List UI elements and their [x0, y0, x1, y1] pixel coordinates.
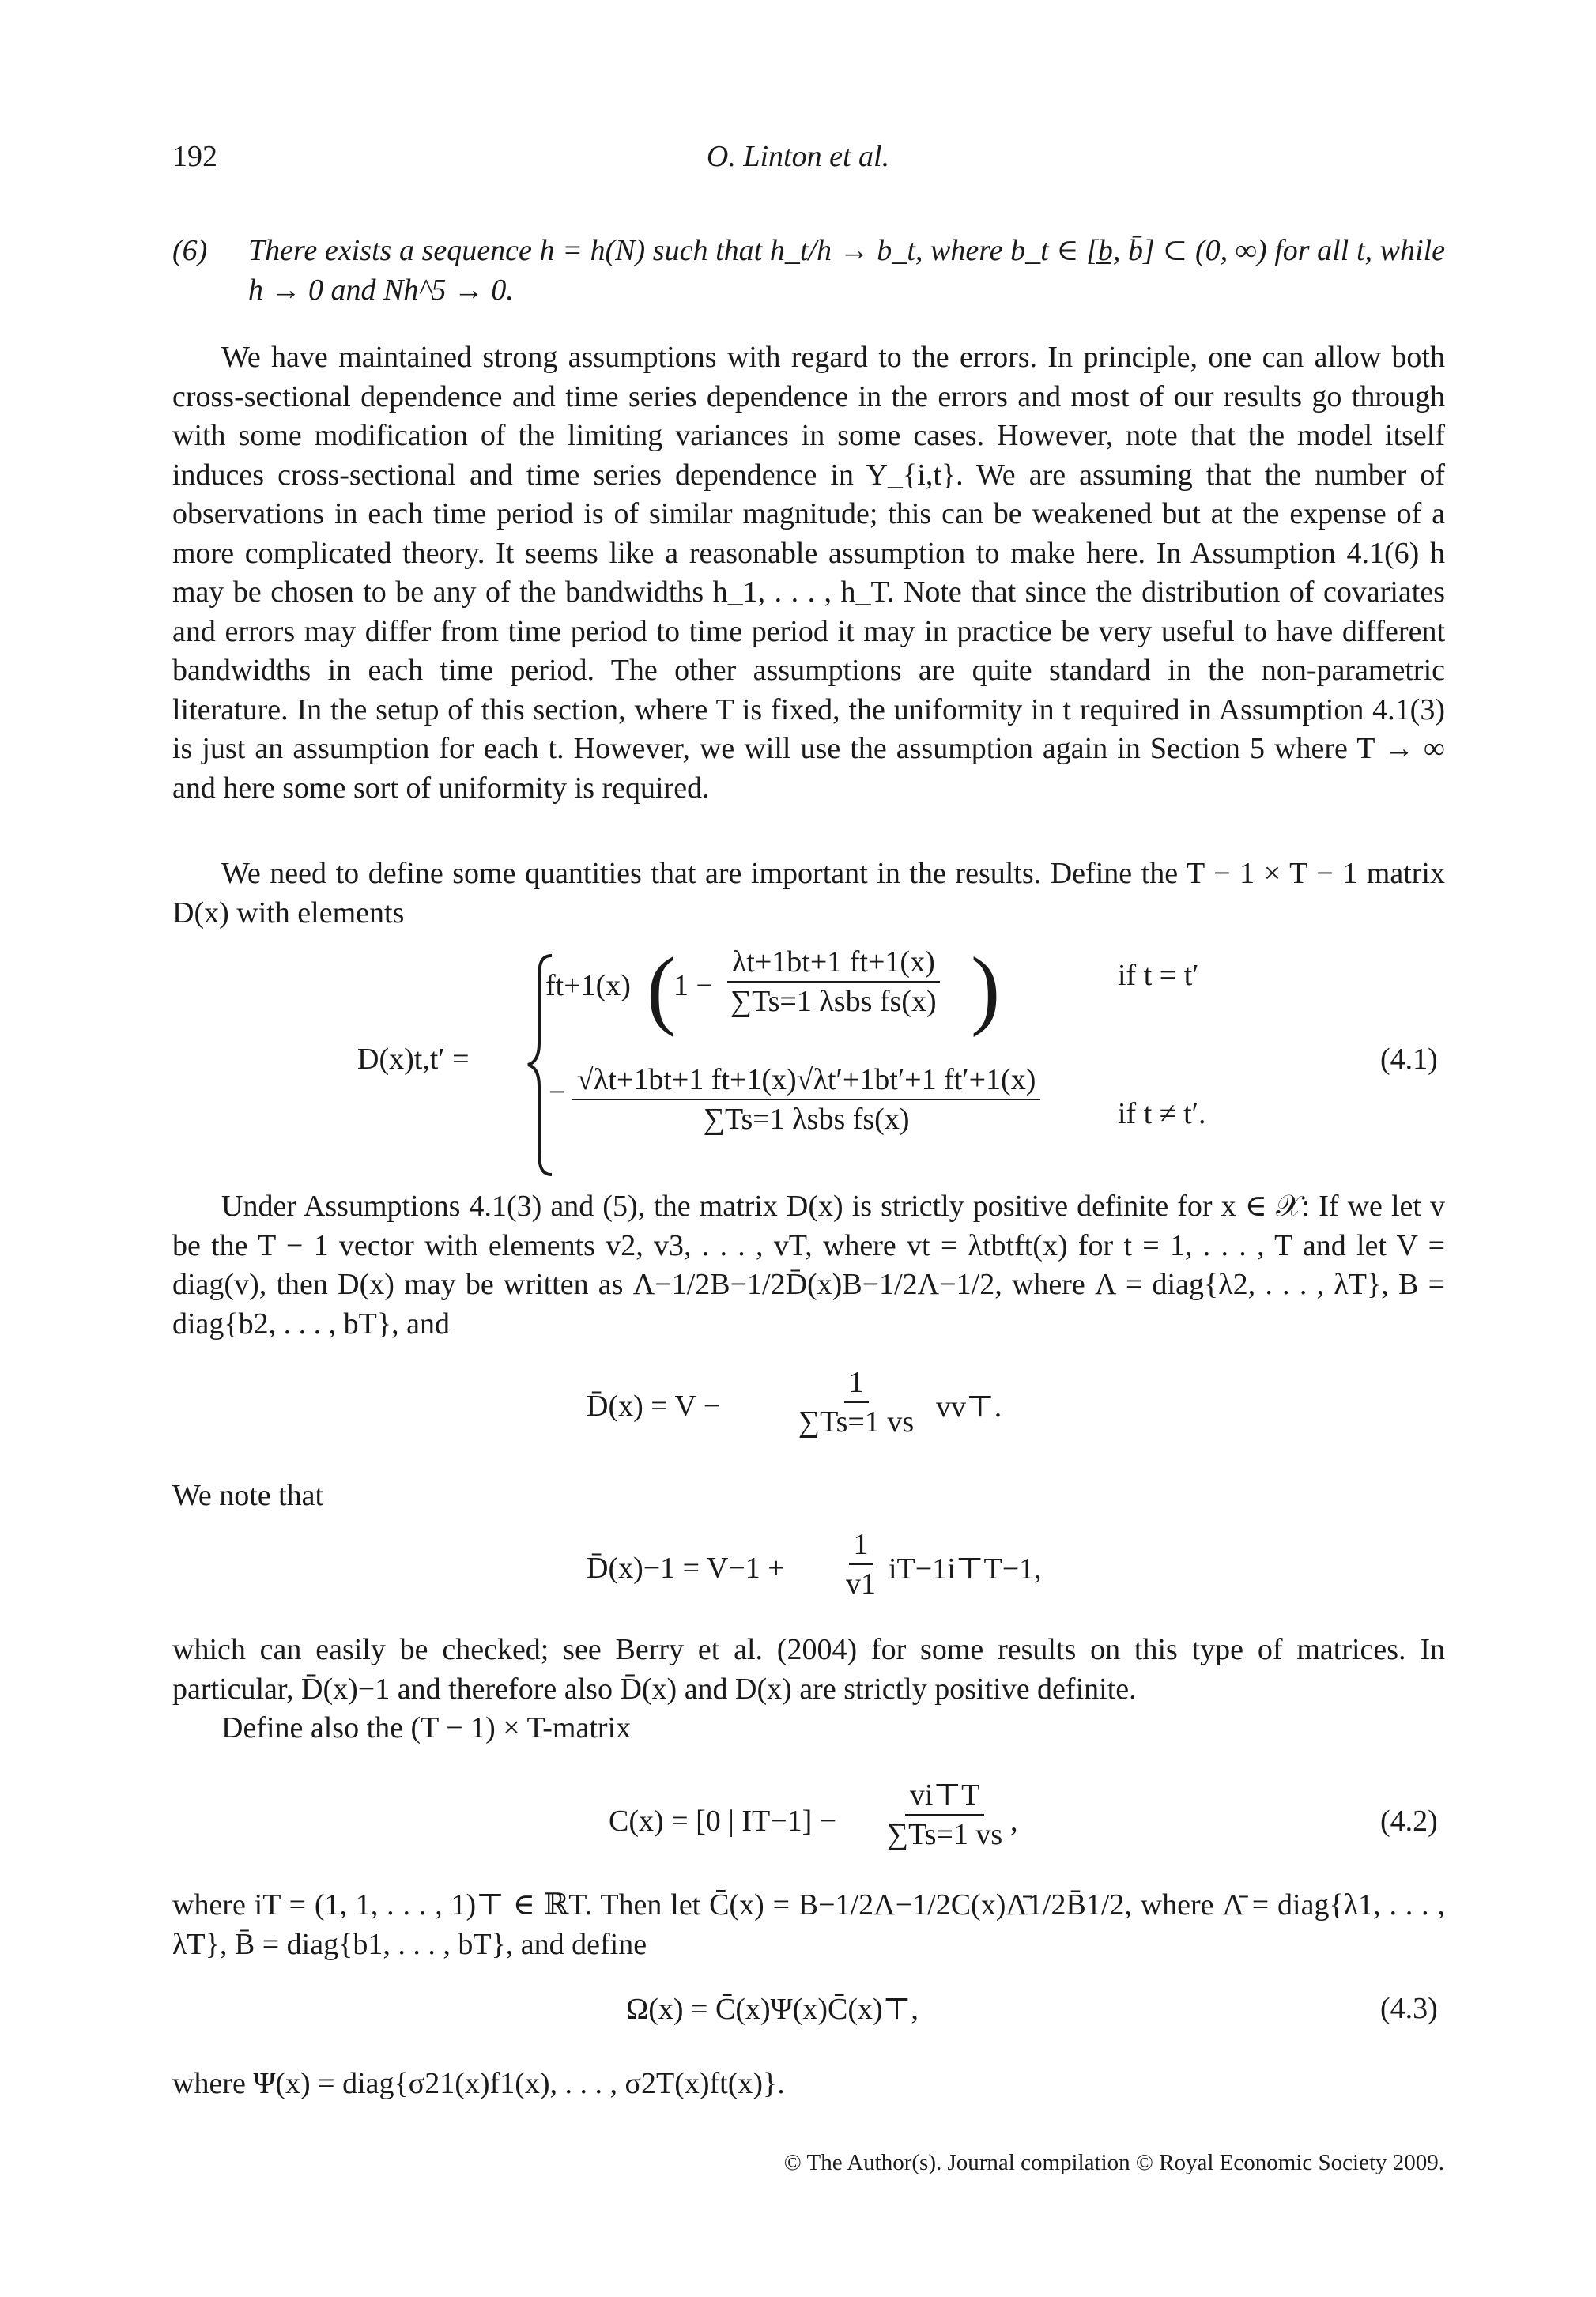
paragraph-berry: which can easily be checked; see Berry et al. (2004) for some results on this type of matrices. In particular, D̄(x)−1 and therefore also D̄(x) and D(x) are strictly positive definite.: [172, 1633, 1445, 1706]
eq42-num: vi⊤T: [905, 1777, 985, 1816]
eq43-expr: Ω(x) = C̄(x)Ψ(x)C̄(x)⊤,: [626, 1993, 919, 2026]
eq41-case1-den: ∑Ts=1 λsbs fs(x): [730, 985, 937, 1018]
page-number: 192: [172, 140, 217, 173]
eq41-lhs: D(x)t,t′ =: [357, 1043, 470, 1076]
paragraph-positive-definite: Under Assumptions 4.1(3) and (5), the matrix D(x) is strictly positive definite for x ∈ 𝒳: If we let v be the T − 1 vector with elements v2, v3, . . . , vT, where vt = λtbtft(x) for t = 1, . . . , T and let V = diag(v), then D(x) may be written as Λ−1/2B−1/2D̄(x)B−1/2Λ−1/2, where Λ = diag{λ2, . . . , λT}, B = diag{b2, . . . , bT}, and: [172, 1190, 1445, 1341]
eq42-den: ∑Ts=1 vs: [887, 1818, 1003, 1851]
eq42-tail: ,: [1010, 1805, 1018, 1838]
eq41-case1-num: λt+1bt+1 ft+1(x): [727, 945, 940, 983]
paragraph-errors: We have maintained strong assumptions with regard to the errors. In principle, one can allow both cross-sectional dependence and time series dependence in the errors and most of our results go through with some modification of the limiting variances in some cases. However, note that the model itself induces cross-sectional and time series dependence in Y_{i,t}. We are assuming that the number of observations in each time period is of similar magnitude; this can be weakened but at the expense of a more complicated theory. It seems like a reasonable assumption to make here. In Assumption 4.1(6) h may be chosen to be any of the bandwidths h_1, . . . , h_T. Note that since the distribution of covariates and errors may differ from time period to time period it may in practice be very useful to have different bandwidths in each time period. The other assumptions are quite standard in the non-parametric literature. In the setup of this section, where T is fixed, the uniformity in t required in Assumption 4.1(3) is just an assumption for each t. However, we will use the assumption again in Section 5 where T → ∞ and here some sort of uniformity is required.: [172, 341, 1445, 805]
eq-dbar-inv-lhs: D̄(x)−1 = V−1 +: [587, 1552, 785, 1585]
item-number: (6): [172, 234, 208, 267]
paragraph-we-note: We note that: [172, 1479, 324, 1512]
item-text: There exists a sequence h = h(N) such that h_t/h → b_t, where b_t ∈ [b̲, b̄] ⊂ (0, ∞) for all t, while h → 0 and Nh^5 → 0.: [248, 234, 1445, 307]
eq41-case1-fraction: [726, 945, 941, 1019]
copyright-footer: © The Author(s). Journal compilation © Royal Economic Society 2009.: [783, 2150, 1444, 2175]
eq43-number: (4.3): [1380, 1992, 1438, 2025]
eq-dbar-inv-den: v1: [846, 1567, 876, 1601]
eq-dbar-inv-num: 1: [849, 1527, 873, 1565]
paragraph-define-quantities: We need to define some quantities that are important in the results. Define the T − 1 × T − 1 matrix D(x) with elements: [172, 857, 1445, 930]
eq-dbar-tail: vv⊤.: [936, 1390, 1002, 1424]
eq41-number: (4.1): [1380, 1043, 1438, 1076]
eq-dbar-num: 1: [844, 1365, 869, 1403]
paragraph-where-it: where iT = (1, 1, . . . , 1)⊤ ∈ ℝT. Then let C̄(x) = B−1/2Λ−1/2C(x)Λ̄1/2B̄1/2, where Λ̄ = diag{λ1, . . . , λT}, B̄ = diag{b1, . . . , bT}, and define: [172, 1888, 1445, 1961]
eq42-fraction: [882, 1777, 1007, 1852]
eq-dbar-den: ∑Ts=1 vs: [798, 1405, 915, 1439]
eq41-case2-den: ∑Ts=1 λsbs fs(x): [703, 1103, 910, 1136]
running-head: O. Linton et al.: [706, 140, 890, 173]
eq42-lhs: C(x) = [0 | IT−1] −: [609, 1805, 837, 1838]
eq41-right-paren: ): [971, 940, 1001, 1038]
eq-dbar-fraction: [794, 1365, 919, 1439]
eq-dbar-lhs: D̄(x) = V −: [587, 1390, 721, 1423]
eq42-number: (4.2): [1380, 1805, 1438, 1838]
eq-dbar-inv-tail: iT−1i⊤T−1,: [889, 1552, 1042, 1586]
eq41-case1-condition: if t = t′: [1118, 959, 1199, 992]
eq41-case1-lead: ft+1(x): [545, 969, 631, 1002]
eq41-case2-condition: if t ≠ t′.: [1118, 1097, 1206, 1130]
eq41-left-paren: (: [647, 940, 677, 1038]
eq41-one-minus: 1 −: [673, 969, 713, 1002]
eq41-case2-num: √λt+1bt+1 ft+1(x)√λt′+1bt′+1 ft′+1(x): [572, 1062, 1040, 1100]
eq41-minus: −: [549, 1076, 566, 1109]
eq-dbar-inv-fraction: [841, 1527, 881, 1601]
paragraph-define-c: Define also the (T − 1) × T-matrix: [221, 1711, 632, 1744]
paragraph-where-psi: where Ψ(x) = diag{σ21(x)f1(x), . . . , σ2T(x)ft(x)}.: [172, 2067, 785, 2100]
eq41-case2-fraction: [572, 1062, 1040, 1137]
